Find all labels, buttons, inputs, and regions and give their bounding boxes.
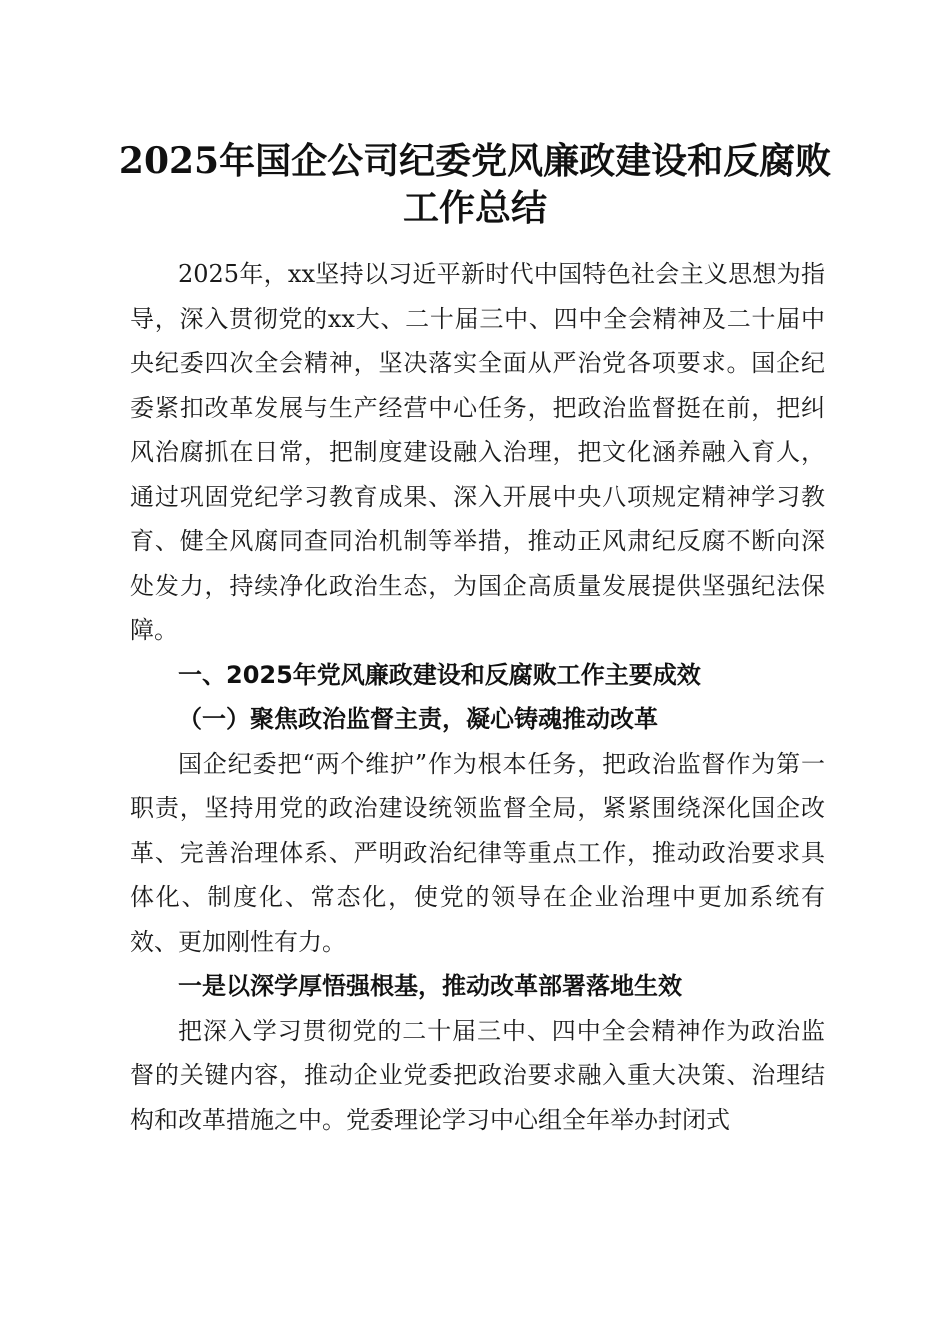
subsection-1-paragraph: 国企纪委把“两个维护”作为根本任务，把政治监督作为第一职责，坚持用党的政治建设统领监督全局，紧紧围绕深化国企改革、完善治理体系、严明政治纪律等重点工作，推动政治要求具体化、制度化、常态化，使党的领导在企业治理中更加系统有效、更加刚性有力。	[130, 749, 825, 956]
section-heading-1: 一、2025年党风廉政建设和反腐败工作主要成效	[178, 660, 701, 689]
point-1-paragraph: 把深入学习贯彻党的二十届三中、四中全会精神作为政治监督的关键内容，推动企业党委把政治要求融入重大决策、治理结构和改革措施之中。党委理论学习中心组全年举办封闭式	[130, 1016, 825, 1134]
subsection-heading-1: （一）聚焦政治监督主责，凝心铸魂推动改革	[178, 704, 658, 733]
document-title-line-1: 2025年国企公司纪委党风廉政建设和反腐败	[118, 140, 832, 182]
intro-paragraph: 2025年，xx坚持以习近平新时代中国特色社会主义思想为指导，深入贯彻党的xx大、二十届三中、四中全会精神及二十届中央纪委四次全会精神，坚决落实全面从严治党各项要求。国企纪委紧扣改革发展与生产经营中心任务，把政治监督挺在前，把纠风治腐抓在日常，把制度建设融入治理，把文化涵养融入育人，通过巩固党纪学习教育成果、深入开展中央八项规定精神学习教育、健全风腐同查同治机制等举措，推动正风肃纪反腐不断向深处发力，持续净化政治生态，为国企高质量发展提供坚强纪法保障。	[130, 260, 825, 644]
document-title-line-2: 工作总结	[402, 187, 547, 229]
document-body	[130, 252, 825, 1142]
point-1-heading: 一是以深学厚悟强根基，推动改革部署落地生效	[178, 971, 682, 1000]
